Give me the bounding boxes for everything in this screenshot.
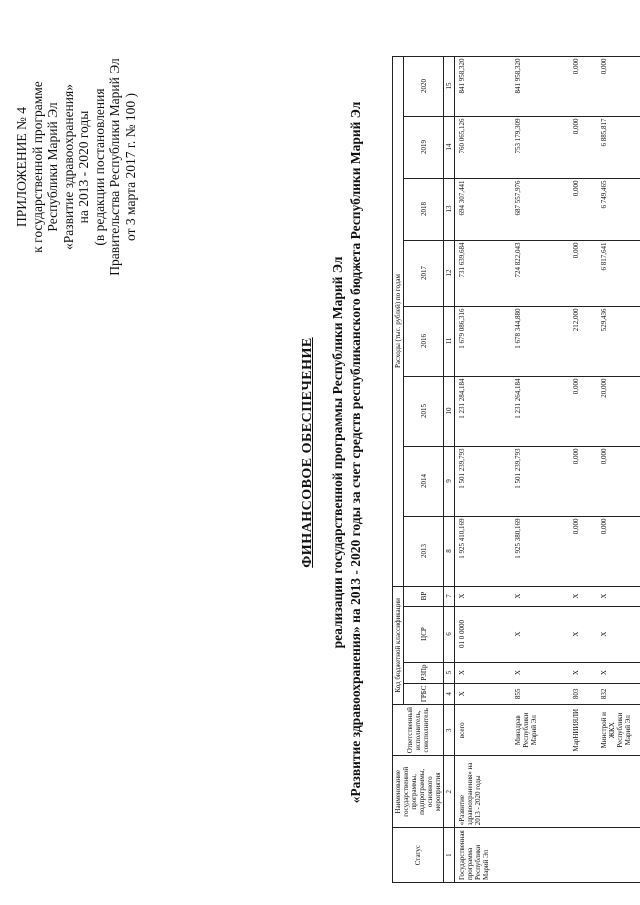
value-cell: 0,000 (569, 178, 597, 240)
value-cell: 841 958,320 (455, 56, 511, 116)
header-year: 2020 (404, 56, 444, 116)
column-number: 8 (444, 516, 455, 586)
document-title (300, 40, 364, 865)
header-executor: Ответственный исполнитель, соисполнитель (393, 705, 444, 756)
header-rzpr: РЗПр (404, 662, 444, 683)
value-cell: 20,000 (597, 376, 640, 446)
header-name: Наименование государственной программы, подпрограммы, основного мероприятия (393, 756, 444, 828)
title-line-2: реализации государственной программы Республики Марий Эл (330, 256, 345, 649)
column-number: 6 (444, 606, 455, 662)
grbs-cell: 803 (569, 683, 597, 705)
value-cell: 0,000 (597, 446, 640, 516)
value-cell: 6 749,465 (597, 178, 640, 240)
value-cell: 6 817,641 (597, 240, 640, 306)
value-cell: 0,000 (569, 56, 597, 116)
value-cell: 753 179,309 (511, 116, 569, 178)
value-cell: 1 501 239,793 (455, 446, 511, 516)
appendix-line: Правительства Республики Марий Эл (107, 58, 122, 276)
grbs-cell: Х (455, 683, 511, 705)
vr-cell: Х (597, 586, 640, 606)
header-grbs: ГРБС (404, 683, 444, 705)
value-cell: 760 065,126 (455, 116, 511, 178)
value-cell: 0,000 (569, 376, 597, 446)
executor-cell: МарНИИЯЛИ (569, 705, 597, 756)
csr-cell: Х (597, 606, 640, 662)
value-cell: 529,436 (597, 306, 640, 376)
header-csr: ЦСР (404, 606, 444, 662)
value-cell: 0,000 (597, 56, 640, 116)
header-year: 2017 (404, 240, 444, 306)
vr-cell: Х (569, 586, 597, 606)
value-cell: 0,000 (569, 240, 597, 306)
column-number: 15 (444, 56, 455, 116)
header-year: 2019 (404, 116, 444, 178)
appendix-line: Республики Марий Эл (45, 102, 60, 232)
header-budget-code: Код бюджетной классификации (393, 586, 404, 705)
rzpr-cell: Х (597, 662, 640, 683)
column-number: 5 (444, 662, 455, 683)
appendix-line: (в редакции постановления (91, 88, 107, 246)
value-cell: 0,000 (569, 516, 597, 586)
value-cell: 0,000 (569, 446, 597, 516)
appendix-line: от 3 марта 2017 г. № 100 ) (122, 93, 138, 241)
appendix-line: «Развитие здравоохранения» (60, 84, 76, 250)
status-cell: Государственная программа Республики Марий Эл (455, 828, 640, 883)
executor-cell: всего (455, 705, 511, 756)
appendix-line: на 2013 - 2020 годы (76, 110, 91, 224)
rzpr-cell: Х (455, 662, 511, 683)
table-row (455, 56, 511, 882)
header-year: 2018 (404, 178, 444, 240)
grbs-cell: 832 (597, 683, 640, 705)
financing-table (392, 56, 640, 883)
appendix-block (14, 42, 138, 292)
value-cell: 212,000 (569, 306, 597, 376)
value-cell: 731 639,684 (455, 240, 511, 306)
appendix-line: ПРИЛОЖЕНИЕ № 4 (14, 106, 29, 228)
header-vr: ВР (404, 586, 444, 606)
header-year: 2013 (404, 516, 444, 586)
title-line-1: ФИНАНСОВОЕ ОБЕСПЕЧЕНИЕ (300, 337, 315, 568)
value-cell: 1 678 344,880 (511, 306, 569, 376)
value-cell: 1 925 410,169 (455, 516, 511, 586)
column-number: 4 (444, 683, 455, 705)
vr-cell: Х (455, 586, 511, 606)
header-year: 2014 (404, 446, 444, 516)
header-year: 2016 (404, 306, 444, 376)
program-name-cell: «Развитие здравоохранения» на 2013 - 2020 годы (455, 756, 640, 828)
header-year: 2015 (404, 376, 444, 446)
column-number: 2 (444, 756, 455, 828)
column-number: 14 (444, 116, 455, 178)
column-number: 7 (444, 586, 455, 606)
value-cell: 0,000 (569, 116, 597, 178)
value-cell: 1 231 264,184 (511, 376, 569, 446)
column-number-row (444, 56, 455, 882)
column-number: 11 (444, 306, 455, 376)
value-cell: 687 557,976 (511, 178, 569, 240)
csr-cell: Х (511, 606, 569, 662)
value-cell: 724 822,043 (511, 240, 569, 306)
column-number: 3 (444, 705, 455, 756)
grbs-cell: 855 (511, 683, 569, 705)
csr-cell: Х (569, 606, 597, 662)
title-line-3: «Развитие здравоохранения» на 2013 - 2020 годы за счет средств республиканского бюджета Республики Марий Эл (348, 101, 363, 804)
vr-cell: Х (511, 586, 569, 606)
executor-cell: Минздрав Республики Марий Эл (511, 705, 569, 756)
value-cell: 1 679 086,316 (455, 306, 511, 376)
value-cell: 1 925 380,169 (511, 516, 569, 586)
column-number: 9 (444, 446, 455, 516)
appendix-line: к государственной программе (29, 81, 45, 253)
column-number: 12 (444, 240, 455, 306)
value-cell: 1 501 239,793 (511, 446, 569, 516)
rzpr-cell: Х (511, 662, 569, 683)
csr-cell: 01 0 0000 (455, 606, 511, 662)
column-number: 10 (444, 376, 455, 446)
header-status: Статус (393, 828, 444, 883)
column-number: 13 (444, 178, 455, 240)
value-cell: 1 231 284,184 (455, 376, 511, 446)
value-cell: 6 885,817 (597, 116, 640, 178)
rzpr-cell: Х (569, 662, 597, 683)
value-cell: 0,000 (597, 516, 640, 586)
column-number: 1 (444, 828, 455, 883)
executor-cell: Минстрой и ЖКХ Республики Марий Эл (597, 705, 640, 756)
value-cell: 694 307,441 (455, 178, 511, 240)
header-expenses: Расходы (тыс. рублей) по годам (393, 56, 404, 586)
value-cell: 841 958,320 (511, 56, 569, 116)
